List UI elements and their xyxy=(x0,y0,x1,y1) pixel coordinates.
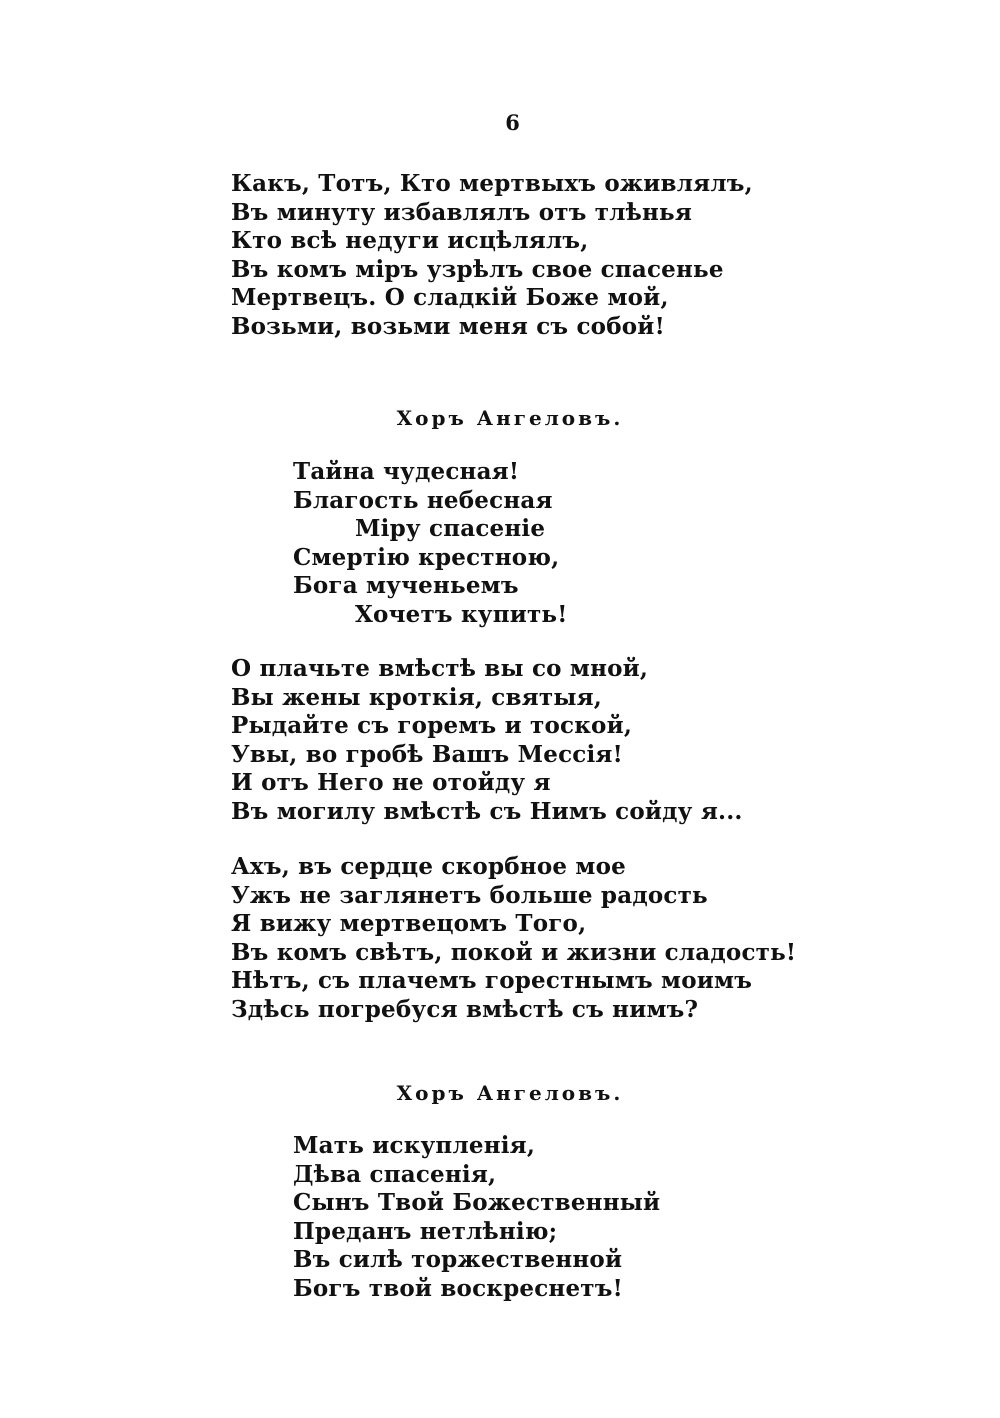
verse-line: Рыдайте съ горемъ и тоской, xyxy=(231,712,633,739)
stanza-1 xyxy=(231,170,753,341)
stanza-4 xyxy=(231,853,796,1024)
verse-line: Кто всѣ недуги исцѣлялъ, xyxy=(231,227,589,254)
verse-line-indented: Міру спасеніе xyxy=(355,515,546,542)
verse-line: Здѣсь погребуся вмѣстѣ съ нимъ? xyxy=(231,995,699,1023)
verse-line: Сынъ Твой Божественный xyxy=(293,1189,661,1216)
verse-line: Ужъ не заглянетъ больше радость xyxy=(231,881,708,909)
verse-line: Въ комъ свѣтъ, покой и жизни сладость! xyxy=(231,938,797,966)
section-heading: Хоръ Ангеловъ. xyxy=(396,406,624,430)
verse-line: Въ комъ міръ узрѣлъ свое спасенье xyxy=(231,255,724,283)
verse-line-indented: Хочетъ купить! xyxy=(355,600,568,628)
verse-line: Въ могилу вмѣстѣ съ Нимъ сойду я... xyxy=(231,797,743,825)
page-number: 6 xyxy=(505,110,520,135)
stanza-5 xyxy=(293,1132,660,1303)
verse-line: Увы, во гробѣ Вашъ Мессія! xyxy=(231,740,623,768)
verse-line: Въ силѣ торжественной xyxy=(293,1246,623,1273)
verse-line: Богъ твой воскреснетъ! xyxy=(293,1274,623,1302)
verse-line: И отъ Него не отойду я xyxy=(231,769,551,796)
verse-line: Благость небесная xyxy=(293,486,553,514)
verse-line: Какъ, Тотъ, Кто мертвыхъ оживлялъ, xyxy=(231,170,753,197)
verse-line: Мать искупленія, xyxy=(293,1132,536,1159)
verse-line: Ахъ, въ сердце скорбное мое xyxy=(231,853,626,880)
verse-line: Нѣтъ, съ плачемъ горестнымъ моимъ xyxy=(231,967,753,994)
verse-line: О плачьте вмѣстѣ вы со мной, xyxy=(231,655,649,682)
verse-line: Тайна чудесная! xyxy=(293,458,520,485)
stanza-3 xyxy=(231,655,743,826)
section-heading: Хоръ Ангеловъ. xyxy=(396,1081,624,1105)
verse-line: Бога мученьемъ xyxy=(293,572,519,599)
verse-line: Мертвецъ. О сладкій Боже мой, xyxy=(231,284,669,311)
verse-line: Преданъ нетлѣнію; xyxy=(293,1217,558,1245)
verse-line: Дѣва спасенія, xyxy=(293,1160,497,1188)
verse-line: Въ минуту избавлялъ отъ тлѣнья xyxy=(231,198,693,226)
verse-line: Я вижу мертвецомъ Того, xyxy=(231,910,587,937)
verse-line: Возьми, возьми меня съ собой! xyxy=(231,312,665,340)
verse-line: Смертію крестною, xyxy=(293,543,560,571)
stanza-2 xyxy=(293,458,568,629)
verse-line: Вы жены кроткія, святыя, xyxy=(231,683,602,711)
